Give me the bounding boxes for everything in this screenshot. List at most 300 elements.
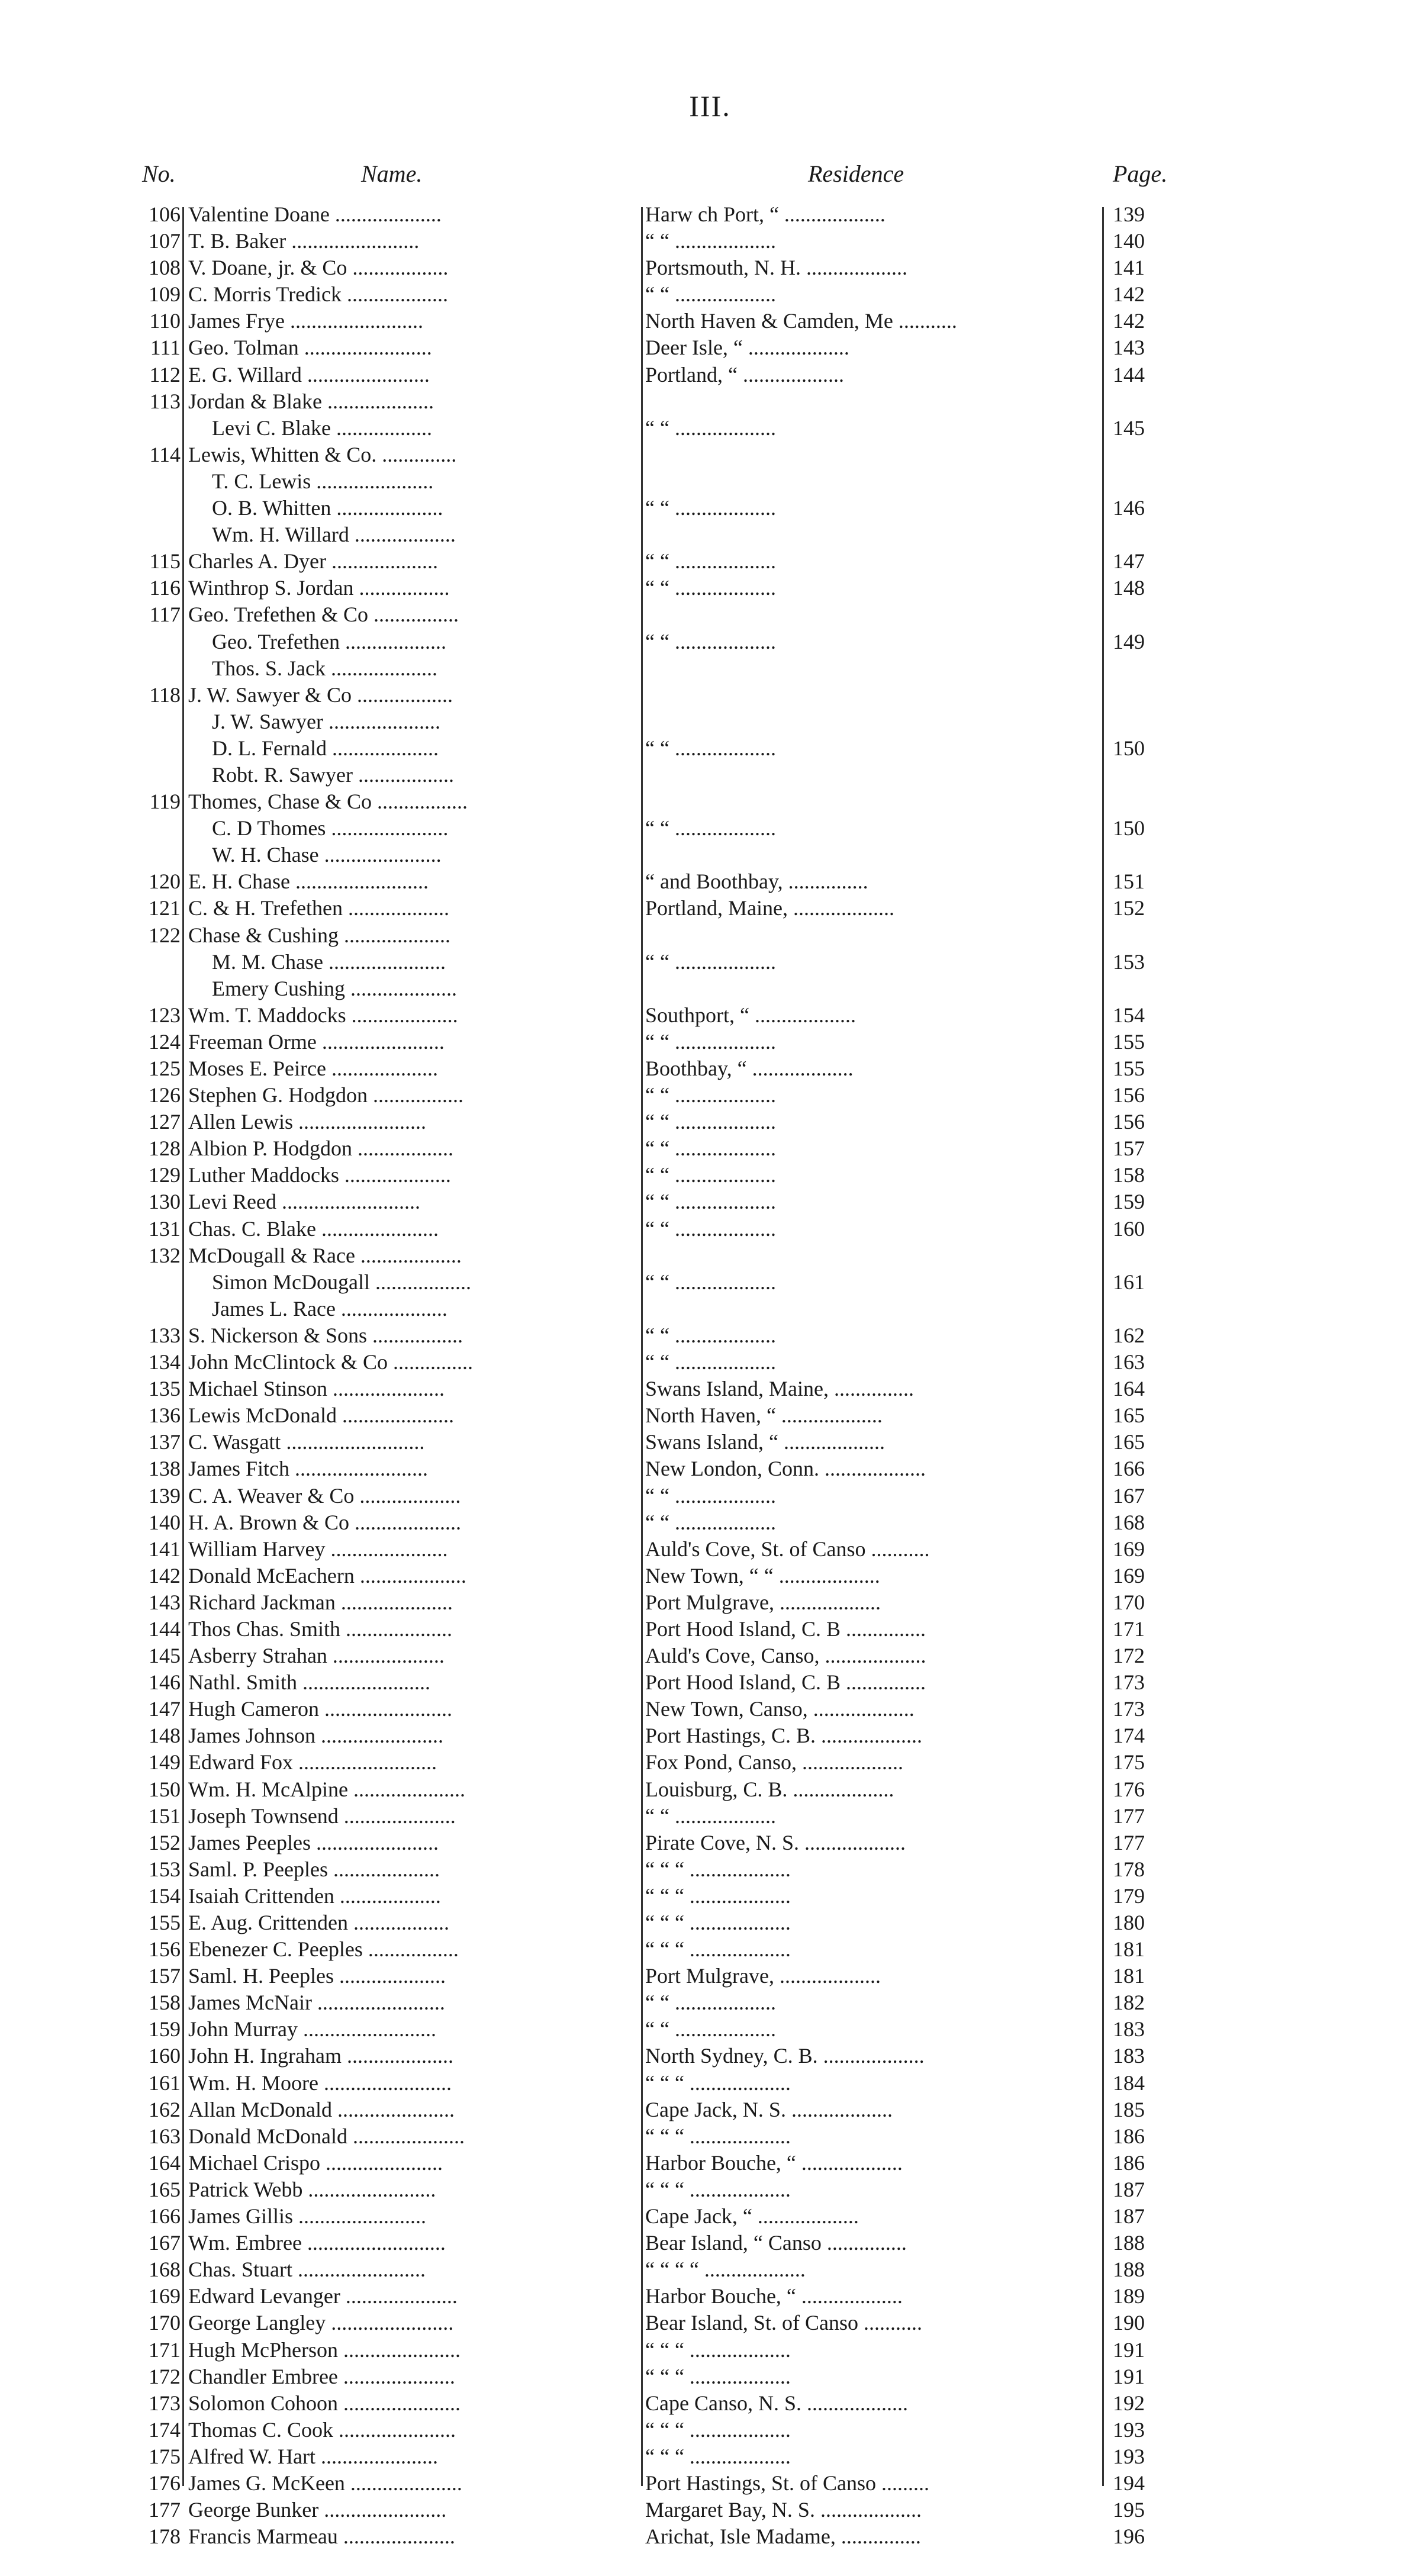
entry-residence: Bear Island, St. of Canso ........... — [645, 2311, 922, 2335]
entry-name: C. Morris Tredick ................... — [188, 282, 449, 307]
table-row — [0, 1589, 1420, 1616]
entry-residence: Pirate Cove, N. S. ................... — [645, 1830, 906, 1854]
entry-residence: North Haven & Camden, Me ........... — [645, 309, 957, 333]
entry-number: 161 — [149, 2071, 181, 2095]
entry-page: 188 — [1113, 2258, 1145, 2282]
entry-number: 107 — [149, 229, 181, 253]
entry-page: 167 — [1113, 1483, 1145, 1508]
entry-name: Geo. Trefethen & Co ................ — [188, 603, 459, 627]
entry-name: Michael Stinson ..................... — [188, 1377, 445, 1401]
table-row — [0, 1616, 1420, 1643]
entry-name: Valentine Doane .................... — [188, 202, 442, 226]
table-row — [0, 468, 1420, 495]
entry-number: 123 — [149, 1003, 181, 1027]
entry-residence: “ “ ................... — [645, 229, 776, 253]
entry-page: 190 — [1113, 2311, 1145, 2335]
entry-number: 178 — [149, 2525, 181, 2549]
table-row — [0, 1055, 1420, 1082]
entry-page: 149 — [1113, 629, 1145, 653]
entry-number: 166 — [149, 2204, 181, 2229]
entry-page: 165 — [1113, 1430, 1145, 1454]
entry-name: Wm. T. Maddocks .................... — [188, 1003, 458, 1027]
entry-name: James Peeples ....................... — [188, 1830, 439, 1854]
entry-name: Simon McDougall .................. — [212, 1270, 471, 1294]
entry-number: 142 — [149, 1563, 181, 1588]
entry-page: 163 — [1113, 1350, 1145, 1374]
entry-residence: “ “ “ ................... — [645, 1937, 791, 1962]
entry-number: 109 — [149, 282, 181, 307]
table-row — [0, 788, 1420, 815]
column-header-page: Page. — [1113, 160, 1168, 187]
entry-number: 169 — [149, 2284, 181, 2308]
entry-number: 173 — [149, 2391, 181, 2415]
entry-residence: “ “ ................... — [645, 1083, 776, 1107]
entry-name: Ebenezer C. Peeples ................. — [188, 1937, 459, 1962]
table-row — [0, 1509, 1420, 1536]
table-row — [0, 2097, 1420, 2123]
table-row — [0, 1189, 1420, 1215]
entry-name: Hugh McPherson ...................... — [188, 2337, 461, 2362]
entry-page: 162 — [1113, 1323, 1145, 1347]
table-row — [0, 442, 1420, 468]
entry-name: Emery Cushing .................... — [212, 976, 457, 1000]
table-row — [0, 1910, 1420, 1936]
entry-name: Joseph Townsend ..................... — [188, 1804, 456, 1828]
entry-name: McDougall & Race ................... — [188, 1243, 462, 1267]
entry-residence: North Sydney, C. B. ................... — [645, 2044, 925, 2068]
column-header-residence: Residence — [808, 160, 904, 187]
entry-page: 181 — [1113, 1964, 1145, 1988]
entry-number: 117 — [149, 603, 181, 627]
table-row — [0, 1402, 1420, 1429]
table-row — [0, 1242, 1420, 1269]
entry-number: 110 — [149, 309, 181, 333]
entry-number: 162 — [149, 2097, 181, 2121]
table-row — [0, 2150, 1420, 2176]
entry-number: 158 — [149, 1991, 181, 2015]
table-row — [0, 1296, 1420, 1322]
entry-name: Levi C. Blake .................. — [212, 416, 432, 440]
entry-residence: Cape Jack, N. S. ................... — [645, 2097, 893, 2121]
entry-number: 160 — [149, 2044, 181, 2068]
entry-name: O. B. Whitten .................... — [212, 496, 443, 520]
entry-page: 184 — [1113, 2071, 1145, 2095]
entry-name: George Bunker ....................... — [188, 2498, 447, 2522]
entry-name: James Gillis ........................ — [188, 2204, 426, 2229]
entry-number: 137 — [149, 1430, 181, 1454]
entry-name: Michael Crispo ...................... — [188, 2150, 443, 2175]
entry-number: 112 — [149, 362, 181, 387]
entry-residence: “ “ “ ................... — [645, 1857, 791, 1881]
table-row — [0, 1963, 1420, 1989]
entry-page: 175 — [1113, 1750, 1145, 1775]
table-row — [0, 629, 1420, 655]
entry-name: Patrick Webb ........................ — [188, 2177, 436, 2201]
table-row — [0, 1776, 1420, 1803]
entry-number: 119 — [149, 790, 181, 814]
table-row — [0, 2230, 1420, 2256]
table-row — [0, 1989, 1420, 2016]
table-row — [0, 1082, 1420, 1109]
table-row — [0, 2337, 1420, 2364]
entry-residence: New London, Conn. ................... — [645, 1457, 926, 1481]
entry-name: John H. Ingraham .................... — [188, 2044, 453, 2068]
entry-residence: Port Hood Island, C. B ............... — [645, 1617, 926, 1641]
entry-number: 171 — [149, 2337, 181, 2362]
entry-name: E. Aug. Crittenden .................. — [188, 1911, 449, 1934]
table-row — [0, 228, 1420, 255]
table-row — [0, 415, 1420, 442]
table-row — [0, 1349, 1420, 1376]
entry-residence: “ “ “ ................... — [645, 1883, 791, 1908]
entry-residence: “ “ ................... — [645, 1270, 776, 1294]
column-header-name: Name. — [361, 160, 423, 187]
entry-number: 141 — [149, 1537, 181, 1561]
entry-page: 183 — [1113, 2017, 1145, 2042]
entry-residence: “ “ ................... — [645, 576, 776, 600]
entry-name: Allan McDonald ...................... — [188, 2097, 455, 2121]
table-row — [0, 1722, 1420, 1749]
entry-page: 141 — [1113, 256, 1145, 280]
entry-name: Thomes, Chase & Co ................. — [188, 790, 468, 814]
entry-page: 195 — [1113, 2498, 1145, 2522]
entry-number: 156 — [149, 1937, 181, 1962]
entry-name: Thos. S. Jack .................... — [212, 656, 437, 680]
table-row — [0, 2523, 1420, 2550]
entry-name: D. L. Fernald .................... — [212, 736, 439, 760]
table-row — [0, 495, 1420, 521]
entry-residence: Port Hastings, St. of Canso ......... — [645, 2471, 930, 2495]
entry-page: 189 — [1113, 2284, 1145, 2308]
entry-page: 186 — [1113, 2124, 1145, 2148]
entry-residence: “ “ ................... — [645, 949, 776, 974]
entry-residence: Port Hastings, C. B. ................... — [645, 1724, 923, 1748]
entry-residence: Harw ch Port, “ ................... — [645, 202, 886, 226]
table-row — [0, 2310, 1420, 2336]
entry-number: 167 — [149, 2231, 181, 2255]
entry-page: 154 — [1113, 1003, 1145, 1027]
table-row — [0, 1135, 1420, 1162]
entry-residence: New Town, “ “ ................... — [645, 1563, 880, 1588]
table-row — [0, 815, 1420, 842]
entry-residence: “ “ ................... — [645, 1029, 776, 1054]
entry-page: 172 — [1113, 1644, 1145, 1668]
table-row — [0, 2016, 1420, 2043]
entry-page: 151 — [1113, 870, 1145, 894]
entry-number: 136 — [149, 1403, 181, 1428]
table-row — [0, 1216, 1420, 1242]
entry-name: C. D Thomes ...................... — [212, 816, 449, 841]
entry-name: Geo. Trefethen ................... — [212, 629, 446, 653]
entry-name: C. Wasgatt .......................... — [188, 1430, 425, 1454]
entry-name: Donald McDonald ..................... — [188, 2124, 465, 2148]
table-row — [0, 1483, 1420, 1509]
table-row — [0, 2256, 1420, 2283]
entry-page: 166 — [1113, 1457, 1145, 1481]
entry-page: 139 — [1113, 202, 1145, 226]
entry-name: Wm. H. Willard ................... — [212, 523, 456, 547]
register-table — [0, 201, 1420, 2550]
entry-name: Luther Maddocks .................... — [188, 1163, 451, 1187]
entry-residence: Arichat, Isle Madame, ............... — [645, 2525, 921, 2549]
entry-number: 164 — [149, 2150, 181, 2175]
entry-name: Moses E. Peirce .................... — [188, 1057, 438, 1080]
table-row — [0, 922, 1420, 949]
entry-number: 163 — [149, 2124, 181, 2148]
entry-number: 143 — [149, 1590, 181, 1614]
entry-name: Edward Levanger ..................... — [188, 2284, 458, 2308]
entry-page: 169 — [1113, 1563, 1145, 1588]
table-row — [0, 308, 1420, 334]
entry-name: Chas. Stuart ........................ — [188, 2258, 426, 2282]
entry-page: 181 — [1113, 1937, 1145, 1962]
table-row — [0, 1696, 1420, 1722]
table-row — [0, 521, 1420, 548]
table-row — [0, 281, 1420, 308]
entry-name: Thos Chas. Smith .................... — [188, 1617, 453, 1641]
entry-name: Hugh Cameron ........................ — [188, 1697, 452, 1721]
entry-residence: North Haven, “ ................... — [645, 1403, 883, 1428]
entry-page: 194 — [1113, 2471, 1145, 2495]
entry-number: 176 — [149, 2471, 181, 2495]
entry-page: 180 — [1113, 1911, 1145, 1934]
entry-residence: “ “ ................... — [645, 629, 776, 653]
entry-residence: “ “ ................... — [645, 496, 776, 520]
table-row — [0, 575, 1420, 601]
entry-number: 177 — [149, 2498, 181, 2522]
entry-page: 183 — [1113, 2044, 1145, 2068]
entry-name: Isaiah Crittenden ................... — [188, 1883, 441, 1908]
entry-number: 157 — [149, 1964, 181, 1988]
table-row — [0, 1563, 1420, 1589]
entry-residence: “ “ ................... — [645, 1483, 776, 1508]
entry-page: 173 — [1113, 1697, 1145, 1721]
table-row — [0, 1376, 1420, 1402]
table-row — [0, 2043, 1420, 2069]
entry-residence: Port Mulgrave, ................... — [645, 1964, 881, 1988]
entry-number: 130 — [149, 1190, 181, 1214]
entry-name: Chase & Cushing .................... — [188, 923, 451, 947]
table-row — [0, 1002, 1420, 1029]
entry-page: 179 — [1113, 1883, 1145, 1908]
entry-residence: “ “ ................... — [645, 1804, 776, 1828]
entry-number: 128 — [149, 1136, 181, 1161]
entry-name: J. W. Sawyer & Co .................. — [188, 682, 453, 707]
entry-page: 161 — [1113, 1270, 1145, 1294]
entry-name: Nathl. Smith ........................ — [188, 1670, 431, 1695]
entry-name: J. W. Sawyer ..................... — [212, 709, 440, 733]
entry-name: Saml. P. Peeples .................... — [188, 1857, 440, 1881]
table-row — [0, 709, 1420, 735]
entry-page: 165 — [1113, 1403, 1145, 1428]
entry-page: 186 — [1113, 2150, 1145, 2175]
entry-page: 145 — [1113, 416, 1145, 440]
entry-residence: Fox Pond, Canso, ................... — [645, 1750, 904, 1775]
entry-number: 134 — [149, 1350, 181, 1374]
table-row — [0, 2390, 1420, 2417]
table-row — [0, 975, 1420, 1002]
entry-page: 144 — [1113, 362, 1145, 387]
entry-name: Albion P. Hodgdon .................. — [188, 1136, 454, 1161]
entry-residence: “ “ “ ................... — [645, 2337, 791, 2362]
entry-page: 192 — [1113, 2391, 1145, 2415]
entry-page: 176 — [1113, 1777, 1145, 1801]
entry-name: Geo. Tolman ........................ — [188, 336, 432, 360]
table-row — [0, 1936, 1420, 1963]
table-row — [0, 2176, 1420, 2203]
entry-residence: “ “ ................... — [645, 1323, 776, 1347]
entry-name: George Langley ....................... — [188, 2311, 454, 2335]
entry-residence: “ “ “ ................... — [645, 2124, 791, 2148]
entry-residence: Swans Island, Maine, ............... — [645, 1377, 914, 1401]
entry-residence: Auld's Cove, St. of Canso ........... — [645, 1537, 930, 1561]
table-row — [0, 601, 1420, 628]
entry-name: James Johnson ....................... — [188, 1724, 443, 1748]
entry-number: 144 — [149, 1617, 181, 1641]
entry-number: 106 — [149, 202, 181, 226]
entry-page: 177 — [1113, 1804, 1145, 1828]
entry-residence: “ “ ................... — [645, 1136, 776, 1161]
entry-residence: Southport, “ ................... — [645, 1003, 856, 1027]
entry-page: 146 — [1113, 496, 1145, 520]
entry-number: 127 — [149, 1110, 181, 1134]
entry-residence: Cape Jack, “ ................... — [645, 2204, 859, 2229]
entry-residence: Swans Island, “ ................... — [645, 1430, 885, 1454]
entry-page: 164 — [1113, 1377, 1145, 1401]
entry-name: E. G. Willard ....................... — [188, 362, 430, 387]
entry-residence: Port Mulgrave, ................... — [645, 1590, 881, 1614]
entry-residence: “ “ “ ................... — [645, 2417, 791, 2442]
entry-number: 152 — [149, 1830, 181, 1854]
entry-page: 173 — [1113, 1670, 1145, 1695]
entry-number: 113 — [149, 389, 181, 413]
table-row — [0, 548, 1420, 575]
entry-residence: “ “ “ ................... — [645, 2177, 791, 2201]
table-row — [0, 1456, 1420, 1482]
entry-page: 169 — [1113, 1537, 1145, 1561]
table-row — [0, 2470, 1420, 2497]
entry-number: 153 — [149, 1857, 181, 1881]
entry-residence: “ and Boothbay, ............... — [645, 870, 868, 894]
table-row — [0, 2364, 1420, 2390]
table-row — [0, 1536, 1420, 1563]
entry-name: Winthrop S. Jordan ................. — [188, 576, 450, 600]
entry-page: 150 — [1113, 736, 1145, 760]
entry-number: 125 — [149, 1057, 181, 1080]
entry-number: 132 — [149, 1243, 181, 1267]
entry-page: 143 — [1113, 336, 1145, 360]
entry-page: 153 — [1113, 949, 1145, 974]
entry-name: M. M. Chase ...................... — [212, 949, 446, 974]
table-row — [0, 1269, 1420, 1296]
entry-residence: “ “ ................... — [645, 736, 776, 760]
entry-number: 159 — [149, 2017, 181, 2042]
entry-name: Robt. R. Sawyer .................. — [212, 762, 454, 787]
entry-number: 150 — [149, 1777, 181, 1801]
table-row — [0, 1749, 1420, 1776]
table-row — [0, 842, 1420, 868]
entry-number: 133 — [149, 1323, 181, 1347]
entry-number: 124 — [149, 1029, 181, 1054]
column-header-no: No. — [142, 160, 176, 187]
entry-page: 158 — [1113, 1163, 1145, 1187]
entry-name: Asberry Strahan ..................... — [188, 1644, 445, 1668]
entry-number: 148 — [149, 1724, 181, 1748]
entry-page: 174 — [1113, 1724, 1145, 1748]
entry-residence: “ “ ................... — [645, 1350, 776, 1374]
table-row — [0, 362, 1420, 388]
entry-number: 147 — [149, 1697, 181, 1721]
table-row — [0, 1830, 1420, 1856]
entry-name: T. B. Baker ........................ — [188, 229, 420, 253]
entry-residence: Harbor Bouche, “ ................... — [645, 2284, 903, 2308]
entry-name: James Frye ......................... — [188, 309, 423, 333]
entry-page: 191 — [1113, 2337, 1145, 2362]
entry-number: 138 — [149, 1457, 181, 1481]
entry-residence: “ “ “ “ ................... — [645, 2258, 806, 2282]
table-row — [0, 201, 1420, 228]
entry-page: 193 — [1113, 2417, 1145, 2442]
table-row — [0, 735, 1420, 762]
entry-number: 149 — [149, 1750, 181, 1775]
entry-number: 129 — [149, 1163, 181, 1187]
entry-number: 126 — [149, 1083, 181, 1107]
entry-name: H. A. Brown & Co .................... — [188, 1510, 462, 1534]
entry-name: C. A. Weaver & Co ................... — [188, 1483, 461, 1508]
entry-page: 193 — [1113, 2444, 1145, 2468]
table-row — [0, 682, 1420, 709]
entry-residence: Cape Canso, N. S. ................... — [645, 2391, 908, 2415]
entry-residence: “ “ “ ................... — [645, 2364, 791, 2388]
entry-name: V. Doane, jr. & Co .................. — [188, 256, 449, 280]
table-row — [0, 2417, 1420, 2443]
entry-name: James McNair ........................ — [188, 1991, 445, 2015]
entry-number: 116 — [149, 576, 181, 600]
entry-name: Levi Reed .......................... — [188, 1190, 420, 1214]
table-row — [0, 949, 1420, 975]
entry-page: 155 — [1113, 1057, 1145, 1080]
entry-page: 188 — [1113, 2231, 1145, 2255]
entry-page: 185 — [1113, 2097, 1145, 2121]
table-row — [0, 2443, 1420, 2470]
entry-page: 155 — [1113, 1029, 1145, 1054]
entry-residence: Harbor Bouche, “ ................... — [645, 2150, 903, 2175]
entry-name: Richard Jackman ..................... — [188, 1590, 453, 1614]
entry-name: S. Nickerson & Sons ................. — [188, 1323, 463, 1347]
entry-name: James G. McKeen ..................... — [188, 2471, 462, 2495]
table-row — [0, 1803, 1420, 1830]
table-row — [0, 1429, 1420, 1456]
table-row — [0, 1162, 1420, 1189]
entry-number: 174 — [149, 2417, 181, 2442]
entry-number: 120 — [149, 870, 181, 894]
entry-page: 152 — [1113, 896, 1145, 920]
entry-residence: “ “ ................... — [645, 1163, 776, 1187]
entry-residence: Louisburg, C. B. ................... — [645, 1777, 894, 1801]
entry-page: 187 — [1113, 2204, 1145, 2229]
entry-residence: “ “ ................... — [645, 2017, 776, 2042]
entry-number: 121 — [149, 896, 181, 920]
entry-name: Wm. H. Moore ........................ — [188, 2071, 452, 2095]
table-row — [0, 1643, 1420, 1669]
entry-name: William Harvey ...................... — [188, 1537, 448, 1561]
entry-page: 182 — [1113, 1991, 1145, 2015]
entry-number: 154 — [149, 1883, 181, 1908]
entry-residence: Portland, Maine, ................... — [645, 896, 894, 920]
table-row — [0, 334, 1420, 361]
entry-name: Saml. H. Peeples .................... — [188, 1964, 446, 1988]
entry-number: 139 — [149, 1483, 181, 1508]
